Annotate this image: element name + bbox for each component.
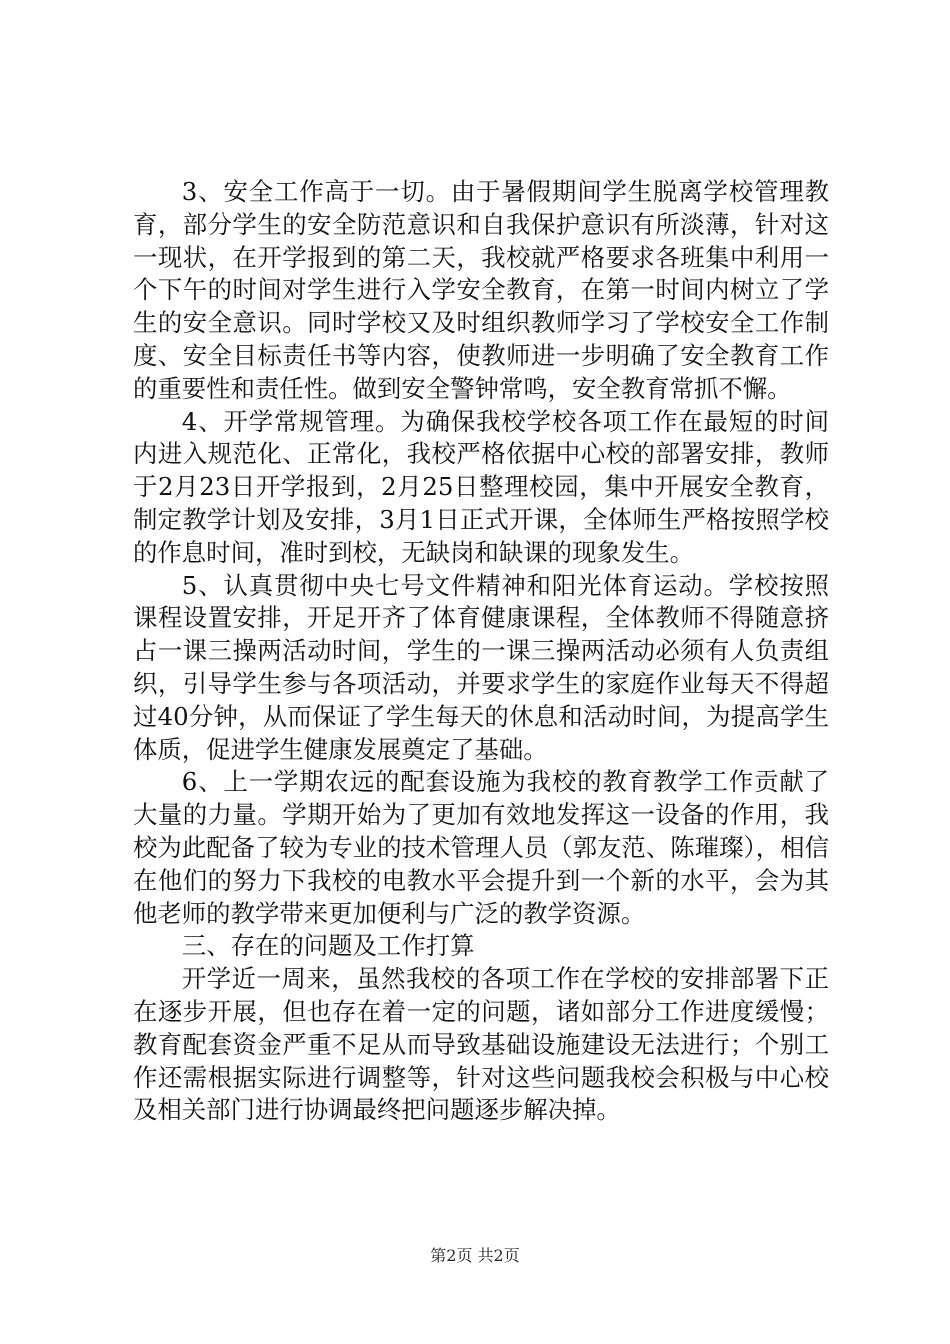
- paragraph-problems-and-plans: 开学近一周来，虽然我校的各项工作在学校的安排部署下正在逐步开展，但也存在着一定的问题，诸如部分工作进度缓慢；教育配套资金严重不足从而导致基础设施建设无法进行；个别工作还需根据实际进行调整等，针对这些问题我校会积极与中心校及相关部门进行协调最终把问题逐步解决掉。: [133, 964, 829, 1125]
- document-body: [133, 176, 829, 1127]
- paragraph-remote-education-facilities: 6、上一学期农远的配套设施为我校的教育教学工作贡献了大量的力量。学期开始为了更加有效地发挥这一设备的作用，我校为此配备了较为专业的技术管理人员（郭友范、陈璀璨），相信在他们的努力下我校的电教水平会提升到一个新的水平，会为其他老师的教学带来更加便利与广泛的教学资源。: [133, 767, 829, 928]
- paragraph-routine-management: 4、开学常规管理。为确保我校学校各项工作在最短的时间内进入规范化、正常化，我校严格依据中心校的部署安排，教师于2月23日开学报到，2月25日整理校园，集中开展安全教育，制定教学计划及安排，3月1日正式开课，全体师生严格按照学校的作息时间，准时到校，无缺岗和缺课的现象发生。: [133, 406, 829, 567]
- page-number-footer: 第2页 共2页: [430, 1246, 520, 1265]
- section-heading: 三、存在的问题及工作打算: [181, 931, 475, 961]
- paragraph-sunshine-sports: 5、认真贯彻中央七号文件精神和阳光体育运动。学校按照课程设置安排，开足开齐了体育健康课程，全体教师不得随意挤占一课三操两活动时间，学生的一课三操两活动必须有人负责组织，引导学生参与各项活动，并要求学生的家庭作业每天不得超过40分钟，从而保证了学生每天的休息和活动时间，为提高学生体质，促进学生健康发展奠定了基础。: [133, 570, 829, 764]
- paragraph-safety-work: 3、安全工作高于一切。由于暑假期间学生脱离学校管理教育，部分学生的安全防范意识和自我保护意识有所淡薄，针对这一现状，在开学报到的第二天，我校就严格要求各班集中利用一个下午的时间对学生进行入学安全教育，在第一时间内树立了学生的安全意识。同时学校又及时组织教师学习了学校安全工作制度、安全目标责任书等内容，使教师进一步明确了安全教育工作的重要性和责任性。做到安全警钟常鸣，安全教育常抓不懈。: [133, 177, 829, 403]
